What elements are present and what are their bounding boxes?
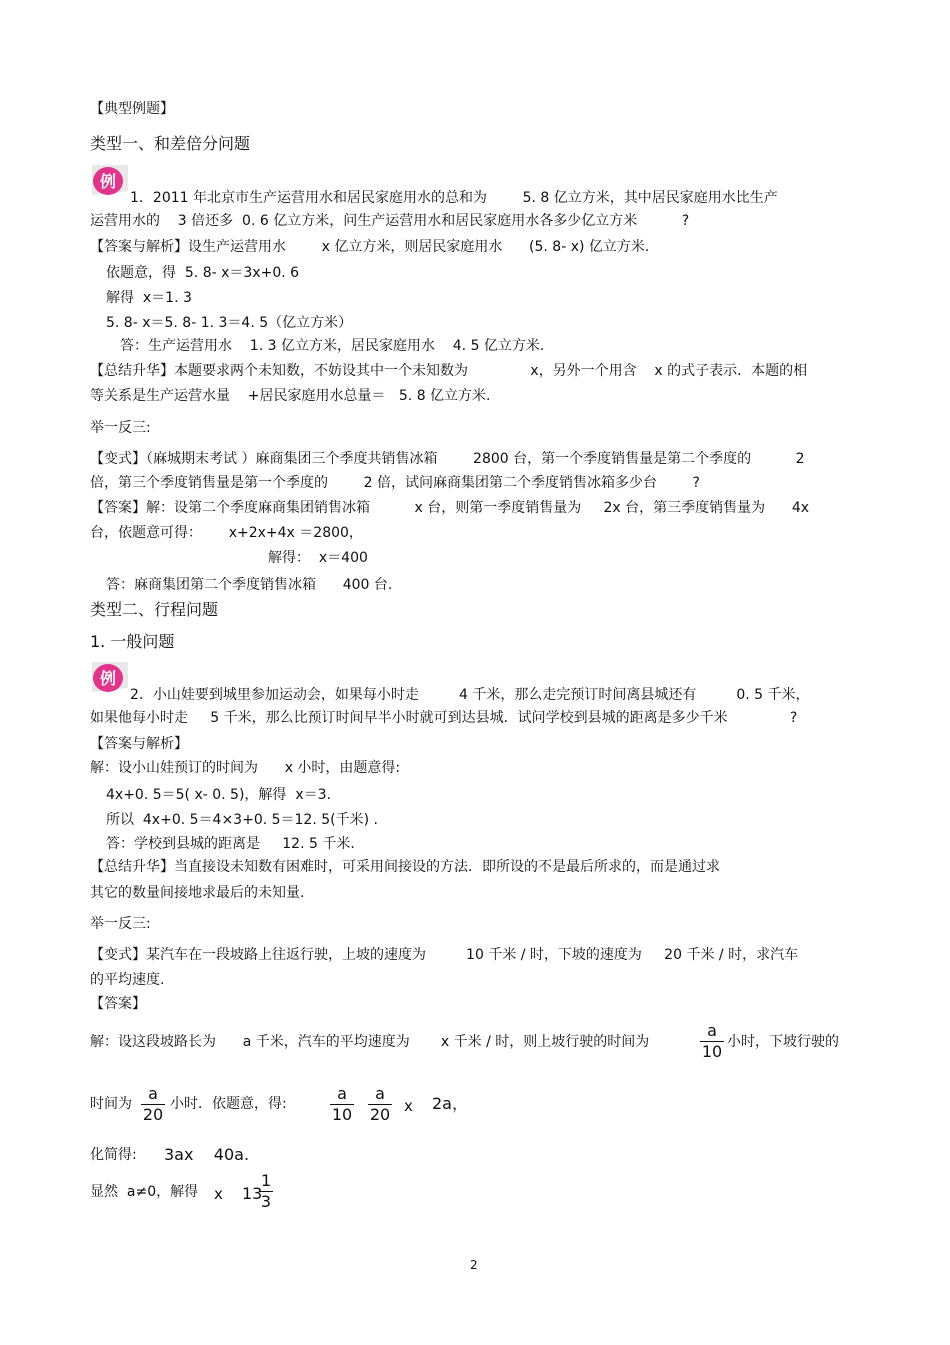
answer2-line4: 答：学校到县城的距离是 12. 5 千米. [106,836,355,852]
example-badge-icon [88,161,132,199]
solution-line1: 解：设这段坡路长为 a 千米，汽车的平均速度为 x 千米 / 时，则上坡行驶的时间为 [90,1034,650,1050]
badge-label: 例 [99,172,117,191]
equation-rhs: 2a， [432,1094,468,1113]
problem1-line1: 1．2011 年北京市生产运营用水和居民家庭用水的总和为 5. 8 亿立方米，其中居民家庭用水比生产 [130,190,778,206]
simplify-label: 化简得: [90,1147,137,1163]
fraction-numerator: a [707,1021,717,1040]
fraction-denominator: 3 [260,1192,272,1211]
answer2-label: 【答案与解析】 [90,736,188,752]
equation-x: x [404,1097,413,1115]
problem2-line1: 2．小山娃要到城里参加运动会，如果每小时走 4 千米，那么走完预订时间离县城还有 0. 5 千米， [130,687,810,703]
result-x: x [214,1185,223,1203]
type2-title: 类型二、行程问题 [90,600,219,619]
variant1-line2: 倍，第三个季度销售量是第一个季度的 2 倍，试问麻商集团第二个季度销售冰箱多少台 ? [90,475,700,491]
fraction-a-over-10 [700,1022,724,1061]
answer2-line2: 4x+0. 5＝5( x- 0. 5)，解得 x＝3. [106,787,331,803]
equation-fraction-a-over-20 [368,1085,392,1124]
type2-subtitle: 1. 一般问题 [90,632,175,651]
variant1-line5: 解得： x＝400 [268,550,368,566]
fraction-denominator: 20 [369,1105,391,1124]
simplify-equation: 3ax 40a. [164,1145,250,1164]
problem2-line2: 如果他每小时走 5 千米，那么比预订时间早半小时就可到达县城．试问学校到县城的距离是多少千米 ? [90,710,798,726]
summary2-line1: 【总结升华】当直接设未知数有困难时，可采用间接设的方法．即所设的不是最后所求的，而是通过求 [90,859,720,875]
variant2-line1: 【变式】某汽车在一段坡路上往返行驶，上坡的速度为 10 千米 / 时，下坡的速度为 20 千米 / 时，求汽车 [90,947,799,963]
result-whole: 13 [242,1184,263,1203]
fraction-denominator: 20 [142,1105,164,1124]
answer1-line5: 答：生产运营用水 1. 3 亿立方米，居民家庭用水 4. 5 亿立方米. [120,338,545,354]
result-fraction-1-over-3 [259,1172,273,1211]
fraction-denominator: 10 [701,1042,723,1061]
solution-line2-pre: 时间为 [90,1096,132,1112]
answer1-line1: 【答案与解析】设生产运营用水 x 亿立方米，则居民家庭用水 (5. 8- x) 亿立方米. [90,239,650,255]
summary2-line2: 其它的数量间接地求最后的未知量. [90,885,305,901]
fraction-numerator: a [337,1084,347,1103]
practice2-label: 举一反三: [90,916,151,932]
fraction-numerator: a [148,1084,158,1103]
example-badge-icon [88,658,132,696]
result-label: 显然 a≠0，解得 [90,1184,199,1200]
badge-label: 例 [99,669,117,688]
summary1-line1: 【总结升华】本题要求两个未知数，不妨设其中一个未知数为 x，另外一个用含 x 的式子表示．本题的相 [90,363,808,379]
answer1-line3: 解得 x＝1. 3 [106,290,192,306]
answer2-line1: 解：设小山娃预订的时间为 x 小时，由题意得: [90,760,401,776]
summary1-line2: 等关系是生产运营水量 +居民家庭用水总量＝ 5. 8 亿立方米. [90,388,491,404]
answer1-line4: 5. 8- x＝5. 8- 1. 3＝4. 5（亿立方米） [106,315,353,331]
fraction-a-over-20 [141,1085,165,1124]
answer2-line3: 所以 4x+0. 5＝4×3+0. 5＝12. 5(千米) . [106,812,378,828]
section-heading: 【典型例题】 [90,101,174,117]
fraction-numerator: a [375,1084,385,1103]
fraction-numerator: 1 [261,1171,272,1190]
type1-title: 类型一、和差倍分问题 [90,134,251,153]
page-number: 2 [470,1258,478,1272]
variant2-line2: 的平均速度. [90,972,165,988]
variant1-line3: 【答案】解：设第二个季度麻商集团销售冰箱 x 台，则第一季度销售量为 2x 台，第三季度销售量为 4x [90,500,810,516]
answer2b-label: 【答案】 [90,996,146,1012]
practice1-label: 举一反三: [90,420,151,436]
answer1-line2: 依题意，得 5. 8- x＝3x+0. 6 [106,265,300,281]
variant1-line4: 台，依题意可得： x+2x+4x ＝2800， [90,525,363,541]
problem1-line2: 运营用水的 3 倍还多 0. 6 亿立方米，问生产运营用水和居民家庭用水各多少亿立方米 ? [90,213,690,229]
solution-line1-tail: 小时，下坡行驶的 [727,1034,839,1050]
variant1-line6: 答：麻商集团第二个季度销售冰箱 400 台. [106,577,393,593]
equation-fraction-a-over-10 [330,1085,354,1124]
fraction-denominator: 10 [331,1105,353,1124]
solution-line2-mid: 小时．依题意，得: [170,1096,287,1112]
variant1-line1: 【变式】（麻城期末考试 ）麻商集团三个季度共销售冰箱 2800 台，第一个季度销售量是第二个季度的 2 [90,451,805,467]
